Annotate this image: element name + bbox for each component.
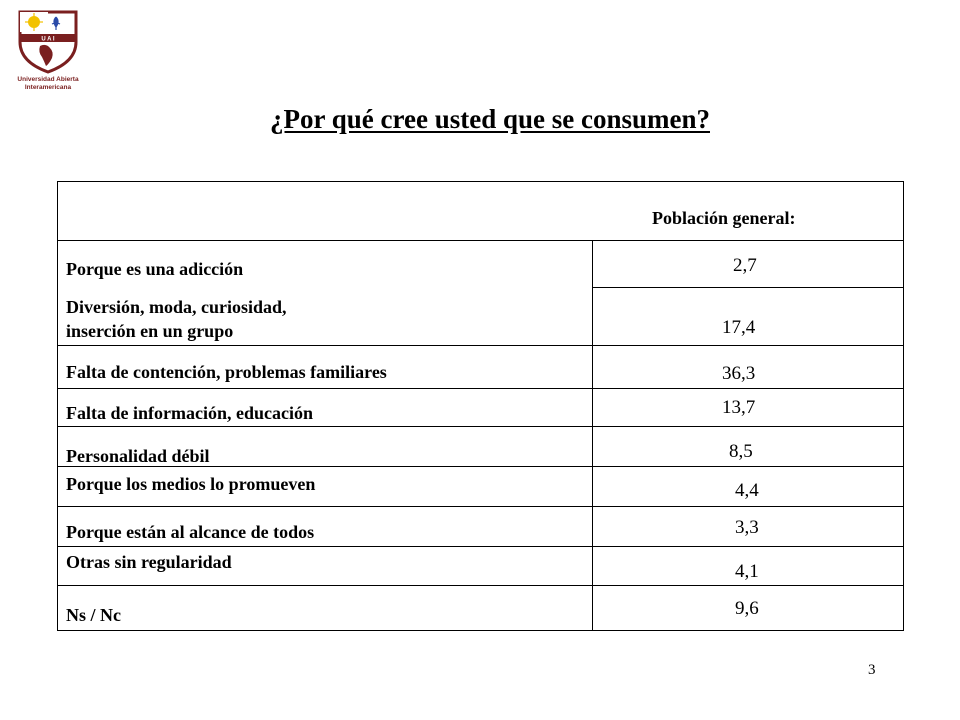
row-label: Otras sin regularidad: [66, 552, 232, 572]
row-label: Falta de contención, problemas familiares: [66, 362, 387, 382]
row-separator: [57, 506, 904, 507]
row-value: 17,4: [722, 317, 756, 338]
row-label: Ns / Nc: [66, 605, 121, 625]
row-value: 8,5: [729, 441, 753, 462]
row-label: Diversión, moda, curiosidad, inserción en un grupo: [66, 297, 287, 341]
page-number: 3: [868, 662, 876, 678]
row-separator: [57, 240, 904, 241]
row-label: Porque están al alcance de todos: [66, 522, 315, 542]
logo-band-text: U A I: [41, 36, 55, 43]
logo-name-line2: Interamericana: [24, 84, 72, 91]
row-value: 4,4: [735, 480, 759, 501]
row-value: 3,3: [735, 517, 759, 538]
row-value: 13,7: [722, 397, 756, 418]
logo-name-line1: Universidad Abierta: [17, 76, 79, 83]
row-separator: [57, 546, 904, 547]
row-value: 9,6: [735, 598, 759, 619]
row-label: Falta de información, educación: [66, 403, 313, 423]
row-separator: [57, 426, 904, 427]
row-value: 36,3: [722, 363, 756, 384]
row-separator: [57, 345, 904, 346]
column-divider: [592, 240, 593, 630]
shield-emblem: [12, 8, 84, 74]
row-separator: [57, 585, 904, 586]
column-header: Población general:: [652, 208, 796, 228]
sun-icon: [28, 16, 40, 28]
row-label: Porque es una adicción: [66, 259, 244, 279]
row-value: 4,1: [735, 561, 759, 582]
row-separator: [592, 287, 904, 288]
row-separator: [57, 388, 904, 389]
university-logo: [12, 8, 84, 92]
row-label: Porque los medios lo promueven: [66, 474, 316, 494]
page-title: ¿Por qué cree usted que se consumen?: [270, 104, 710, 134]
row-label: Personalidad débil: [66, 446, 210, 466]
row-value: 2,7: [733, 255, 757, 276]
